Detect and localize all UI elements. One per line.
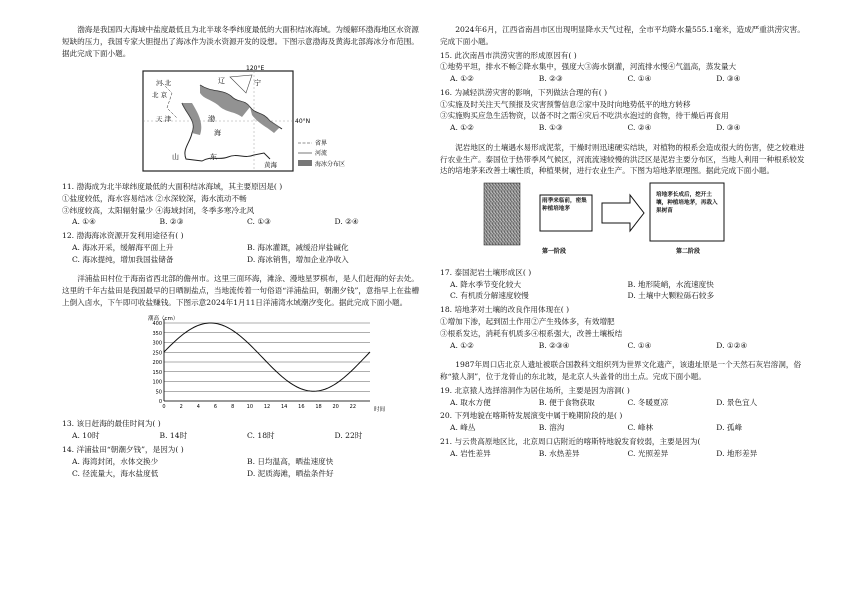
map-region-bo: 渤 <box>208 115 215 124</box>
q19-option-c: C. 冬暖夏凉 <box>627 397 669 407</box>
q13-options <box>62 430 422 442</box>
tide-xlabel: 时间 <box>374 406 386 413</box>
right-column <box>440 24 805 459</box>
q18-item-2: ③根系发达，消耗有机质多④根系强大，改善土壤板结 <box>440 328 623 338</box>
legend-ice-text: 海冰分布区 <box>315 161 346 169</box>
tide-ytick: 200 <box>152 359 162 366</box>
q18-stem: 18. 培地茅对土壤的改良作用体现在( ) <box>440 305 570 315</box>
q18-option-a: A. ①② <box>450 340 474 350</box>
q16-option-b: B. ①③ <box>538 123 563 133</box>
q18-option-b: B. ②③④ <box>538 340 570 350</box>
tide-ytick: 250 <box>152 349 162 356</box>
q11-option-b: B. ②③ <box>159 217 184 227</box>
map-province-border <box>162 83 177 118</box>
legend-river-text: 河流 <box>315 150 328 158</box>
ice-area-west <box>182 103 201 135</box>
q17-option-d: D. 土壤中大颗粒砾石较多 <box>627 291 715 301</box>
q18-option-c: C. ①④ <box>627 340 652 350</box>
vetiver-diagram-svg <box>480 181 730 261</box>
q13-option-d: D. 22时 <box>334 431 363 441</box>
q17-stem: 17. 泰国泥岩土壤形成区( ) <box>440 267 532 277</box>
tide-ytick: 300 <box>152 340 162 347</box>
map-hatch-north <box>230 75 252 93</box>
q14-option-a: A. 海湾封闭，水体交换少 <box>72 456 159 466</box>
q16-option-a: A. ①② <box>450 123 474 133</box>
tide-ytick: 400 <box>152 320 162 327</box>
vetiver-photo <box>484 183 520 245</box>
map-region-hebei: 河 北 <box>156 79 172 88</box>
stage2-box-text: 培地茅长成后，挖开土壤，种植培地茅，再栽入果树苗 <box>656 192 718 215</box>
q15-stem: 15. 此次南昌市洪涝灾害的形成原因有( ) <box>440 50 577 60</box>
stage2-label: 第二阶段 <box>676 248 701 256</box>
q20-stem: 20. 下列地貌在喀斯特发展演变中属于晚期阶段的是( ) <box>440 411 623 421</box>
q13-stem: 13. 该日赶海的最佳时间为( ) <box>62 419 161 429</box>
q20-option-d: D. 孤峰 <box>716 423 743 433</box>
q11-option-d: D. ②④ <box>334 217 359 227</box>
q15-option-b: B. ②③ <box>538 74 563 84</box>
q17-option-c: C. 有机质分解速度较慢 <box>450 291 529 301</box>
q12-options-row1 <box>62 242 422 254</box>
q15-option-c: C. ①④ <box>627 74 652 84</box>
q14-options-row1 <box>62 456 422 468</box>
q19-stem: 19. 北京猿人选择溶洞作为居住场所，主要是因为溶洞( ) <box>440 385 630 395</box>
map-region-liao: 辽 <box>218 77 225 86</box>
q19-option-d: D. 景色宜人 <box>716 397 758 407</box>
q16-option-d: D. ③④ <box>716 123 741 133</box>
tide-xtick: 2 <box>179 403 183 410</box>
q11-item-2: ③纬度较高，太阳辐射量少 ④海域封闭，冬季多寒冷北风 <box>62 205 255 215</box>
tide-ylabel: 潮高（cm） <box>148 315 179 322</box>
tide-chart <box>142 313 422 417</box>
q16-options <box>440 122 805 134</box>
map-region-beijing: 北 京 <box>152 91 168 100</box>
stage1-box-text-holder <box>542 197 590 229</box>
q16-item-1: ①实施及时关注天气预报及灾害预警信息②家中及时向地势低平的地方转移 <box>440 99 691 109</box>
q14-options-row2 <box>62 468 422 480</box>
tide-xtick: 4 <box>196 403 200 410</box>
tide-xtick: 6 <box>213 403 218 410</box>
tide-yticks <box>152 321 162 405</box>
q12-stem: 12. 渤海海冰资源开发利用途径有( ) <box>62 231 184 241</box>
q13-option-c: C. 18时 <box>247 431 275 441</box>
map-region-tianjin: 天 津 <box>156 115 172 124</box>
tide-xtick: 14 <box>280 403 288 410</box>
q18-options <box>440 340 805 352</box>
tide-xticks <box>162 404 356 410</box>
bohai-map <box>142 63 422 179</box>
q14-stem: 14. 洋浦盐田“朝潮夕钱”，是因为( ) <box>62 445 184 455</box>
q18-option-d: D. ①②④ <box>716 340 748 350</box>
tide-grid <box>164 319 370 401</box>
q19-option-a: A. 取水方便 <box>450 397 491 407</box>
tide-xtick: 22 <box>349 403 357 410</box>
q21-options <box>440 448 805 460</box>
q13-option-b: B. 14时 <box>159 431 188 441</box>
q21-option-d: D. 地形差异 <box>716 448 758 458</box>
map-region-ning: 宁 <box>254 79 261 88</box>
q21-option-b: B. 水热差异 <box>538 448 580 458</box>
q19-option-b: B. 便于食物获取 <box>538 397 595 407</box>
tide-xtick: 0 <box>162 403 166 410</box>
intro-bohai: 渤海是我国四大海域中盐度最低且为北半球冬季纬度最低的大面积结冰海域。为缓解环渤海地区水资源短缺的压力，我国专家大胆提出了海冰作为淡水资源开发的设想。下图示意渤海及黄海北部海冰分布范围。据此完成下面小题。 <box>62 25 419 58</box>
q20-option-b: B. 溶沟 <box>538 423 565 433</box>
q17-option-a: A. 降水季节变化较大 <box>450 279 522 289</box>
q20-option-a: A. 峰丛 <box>450 423 476 433</box>
left-column <box>62 24 422 479</box>
q11-options <box>62 216 422 228</box>
map-lat-label: 40°N <box>295 118 311 126</box>
q20-options <box>440 422 805 434</box>
stage2-box-text-holder <box>656 191 718 237</box>
intro-nanchang: 2024年6月，江西省南昌市区出现明显降水天气过程，全市平均降水量555.1毫米，造成严重洪涝灾害。完成下面小题。 <box>440 25 805 46</box>
tide-ytick: 100 <box>152 379 162 386</box>
tide-ytick: 150 <box>152 369 162 376</box>
q15-option-d: D. ③④ <box>716 74 741 84</box>
legend-border-text: 省界 <box>315 140 328 148</box>
q18-item-1: ①增加下渗，起到固土作用②产生残体多，有效增肥 <box>440 317 615 327</box>
tide-xtick: 16 <box>298 403 305 410</box>
map-region-yellowsea: 黄海 <box>264 161 277 170</box>
q15-option-a: A. ①② <box>450 74 474 84</box>
stage-arrow <box>602 195 644 231</box>
tide-chart-svg <box>142 313 392 413</box>
q17-option-b: B. 地形陡峭，水流速度快 <box>627 279 714 289</box>
intro-yangpu: 洋浦盐田村位于海南省西北部的儋州市。这里三面环海，滩涂、漫地星罗棋布，是人们赶海的好去处。这里的千年古盐田是我国最早的日晒制盐点，当地流传着一句俗语“洋浦盐田，朝潮夕钱”，意指早上在盐槽上倒入卤水，下午即可收盐赚钱。下图示意2024年1月11日洋浦湾水域潮汐变化。据此完成下面小题。 <box>62 274 420 307</box>
q11-item-1: ①盐度较低，海水容易结冰 ②水深较深，海水流动不畅 <box>62 193 247 203</box>
q12-options-row2 <box>62 254 422 266</box>
q16-option-c: C. ②④ <box>627 123 652 133</box>
q15-options <box>440 73 805 85</box>
tide-xtick: 8 <box>231 403 235 410</box>
q11-option-a: A. ①④ <box>72 217 96 227</box>
q16-item-2: ③实施购买应急生活物资，以备不时之需④灾后不吃洪水泡过的食物，待干燥后再食用 <box>440 111 729 121</box>
tide-ytick: 50 <box>155 388 162 395</box>
q14-option-b: B. 日均温高，晒盐速度快 <box>247 456 334 466</box>
stage1-box-text: 雨季来临前，密集种植培地茅 <box>542 198 587 213</box>
q14-option-d: D. 泥质海滩，晒盐条件好 <box>247 468 334 478</box>
bohai-map-svg <box>142 63 352 175</box>
q16-stem: 16. 为减轻洪涝灾害的影响，下列做法合理的有( ) <box>440 87 608 97</box>
tide-curve <box>164 323 370 391</box>
q17-options-row2 <box>440 290 805 302</box>
q11-option-c: C. ①③ <box>247 217 271 227</box>
q19-options <box>440 397 805 409</box>
q14-option-c: C. 径流量大，海水盐度低 <box>72 468 159 478</box>
q21-stem: 21. 与云贵高原地区比，北京周口店附近的喀斯特地貌发育较弱，主要是因为( <box>440 436 701 446</box>
q21-option-c: C. 光照差异 <box>627 448 669 458</box>
q17-options-row1 <box>440 279 805 291</box>
map-region-shan: 山 <box>172 153 179 162</box>
q13-option-a: A. 10时 <box>72 431 100 441</box>
q21-option-a: A. 岩性差异 <box>450 448 491 458</box>
vetiver-diagram <box>480 181 805 265</box>
q20-option-c: C. 峰林 <box>627 423 654 433</box>
legend-ice-symbol <box>298 160 312 166</box>
q12-option-a: A. 海冰开采，缓解海平面上升 <box>72 242 174 252</box>
intro-zhoukoudian: 1987年周口店北京人遗址被联合国教科文组织列为世界文化遗产，该遗址原是一个天然石灰岩溶洞，俗称“猿人洞”，位于龙骨山的东北坡，是北京人头盖骨的出土点。完成下面小题。 <box>440 360 802 382</box>
q12-option-c: C. 海冰提纯，增加我国盐储备 <box>72 254 174 264</box>
tide-xtick: 20 <box>332 403 339 410</box>
q15-item-1: ①地势平坦，排水不畅②降水集中，强度大③海水倒灌，河流排水慢④气温高，蒸发量大 <box>440 62 737 72</box>
tide-xtick: 18 <box>315 403 322 410</box>
tide-xtick: 12 <box>263 403 271 410</box>
q12-option-d: D. 海冰销售，增加企业净收入 <box>247 254 349 264</box>
map-lon-label: 120°E <box>246 65 265 73</box>
tide-xtick: 10 <box>246 403 254 410</box>
stage1-label: 第一阶段 <box>542 248 567 256</box>
map-region-dong: 东 <box>210 153 217 162</box>
intro-thailand: 泥岩地区的土壤遇水易形成泥浆，干燥时则迅速硬实结块，对植物的根系会造成很大的伤害，使之较难进行农业生产。泰国位于热带季风气候区，河流流速较慢的洪泛区是泥岩主要分布区，当地人利用一种根系较发达的培地茅来改善土壤性质，种植果树，进行农业生产。下图为培地茅原理图。据此完成下面小题。 <box>440 142 805 176</box>
tide-ytick: 0 <box>158 398 162 405</box>
map-region-hai: 海 <box>214 129 221 138</box>
q12-option-b: B. 海冰灌溉，减缓沿岸盐碱化 <box>247 242 349 252</box>
q11-stem: 11. 渤海成为北半球纬度最低的大面积结冰海域，其主要原因是( ) <box>62 182 283 192</box>
tide-ytick: 350 <box>152 330 162 337</box>
